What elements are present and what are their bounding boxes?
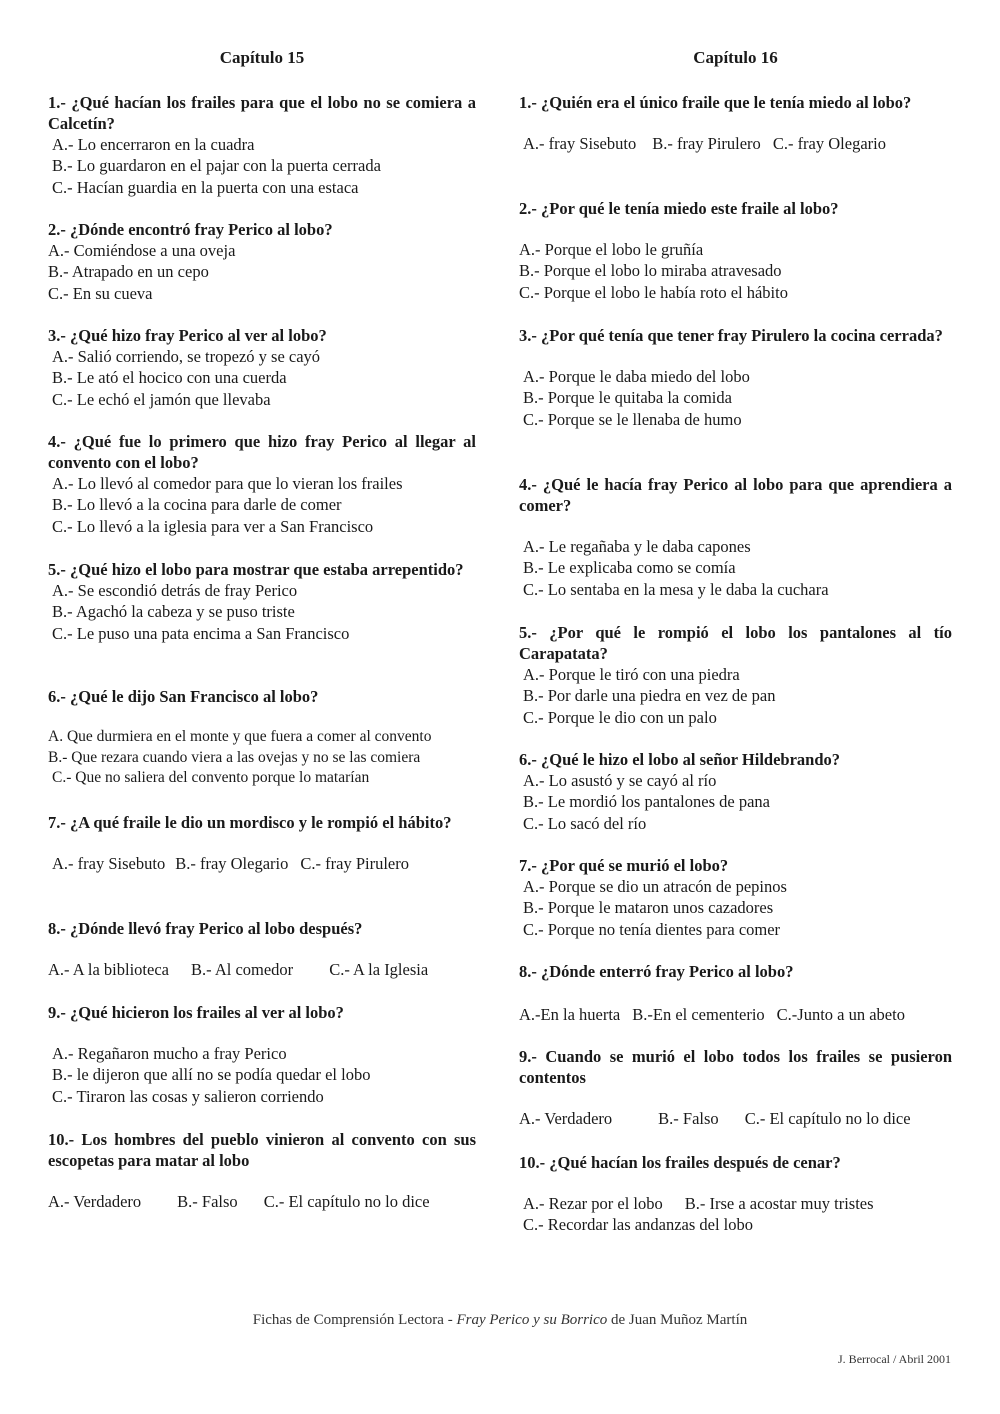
question-c15-9	[48, 1002, 476, 1107]
answer-option-a: A.- Porque le daba miedo del lobo	[523, 367, 750, 386]
answer-option-c: C.- El capítulo no lo dice	[744, 1109, 911, 1128]
answer-option-a: A.- Le regañaba y le daba capones	[523, 537, 751, 556]
question-c15-3	[48, 325, 476, 410]
answer-option-b: B.- fray Olegario	[175, 854, 289, 873]
question-text: 8.- ¿Dónde llevó fray Perico al lobo después?	[48, 919, 363, 938]
question-text: 4.- ¿Qué le hacía fray Perico al lobo para que aprendiera a comer?	[519, 475, 952, 515]
answer-option-a: A.- Porque se dio un atracón de pepinos	[523, 877, 787, 896]
answer-option-a: A.- fray Sisebuto	[52, 854, 166, 873]
answer-option-c: C.- A la Iglesia	[329, 960, 429, 979]
question-text: 8.- ¿Dónde enterró fray Perico al lobo?	[519, 962, 794, 981]
answer-option-b: B.- Al comedor	[190, 960, 294, 979]
question-c16-8	[519, 961, 952, 1025]
question-text: 2.- ¿Dónde encontró fray Perico al lobo?	[48, 220, 333, 239]
answer-option-a: A.- Lo encerraron en la cuadra	[52, 135, 255, 154]
answer-option-a: A.- Porque le tiró con una piedra	[523, 665, 740, 684]
answer-option-a: A.- Rezar por el lobo	[523, 1194, 663, 1213]
answer-option-a: A.- Salió corriendo, se tropezó y se cayó	[52, 347, 321, 366]
answer-option-c: C.- Porque le dio con un palo	[523, 707, 717, 727]
answer-option-c: C.- Hacían guardia en la puerta con una estaca	[52, 177, 359, 197]
question-c16-1	[519, 92, 952, 154]
answer-option-b: B.- Falso	[177, 1192, 238, 1211]
answer-option-a: A.-En la huerta	[519, 1005, 621, 1024]
question-c15-8	[48, 918, 476, 980]
answer-option-c: C.- fray Olegario	[772, 134, 886, 153]
answer-options-row	[48, 853, 476, 874]
answer-option-c: C.- Porque se le llenaba de humo	[523, 409, 742, 429]
answer-option-a: A.- Verdadero	[48, 1192, 142, 1211]
answer-options-row	[519, 133, 952, 154]
answer-option-b: B.- Le mordió los pantalones de pana	[523, 792, 770, 812]
answer-option-b: B.- le dijeron que allí no se podía quedar el lobo	[52, 1065, 371, 1085]
answer-options-row	[519, 1193, 952, 1214]
question-c15-7	[48, 812, 476, 874]
question-text: 6.- ¿Qué le hizo el lobo al señor Hildebrando?	[519, 750, 841, 769]
answer-option-b: B.- fray Pirulero	[652, 134, 761, 153]
answer-options-row-2	[519, 1214, 952, 1235]
question-text: 9.- ¿Qué hicieron los frailes al ver al lobo?	[48, 1003, 344, 1022]
question-c16-9	[519, 1046, 952, 1129]
question-text: 6.- ¿Qué le dijo San Francisco al lobo?	[48, 687, 319, 706]
answer-option-b: B.- Irse a acostar muy tristes	[684, 1194, 874, 1213]
question-text: 5.- ¿Por qué le rompió el lobo los pantalones al tío Carapatata?	[519, 623, 952, 663]
answer-option-c: C.- Porque el lobo le había roto el hábito	[519, 282, 788, 302]
book-title: Fray Perico y su Borrico	[456, 1312, 608, 1328]
chapter-title: Capítulo 16	[693, 48, 778, 67]
answer-option-c: C.- Porque no tenía dientes para comer	[523, 919, 781, 939]
chapter-title: Capítulo 15	[219, 48, 305, 67]
question-c15-4	[48, 431, 476, 537]
document-footer	[0, 1312, 1000, 1329]
answer-option-a: A.- fray Sisebuto	[523, 134, 637, 153]
answer-options-row	[519, 1004, 952, 1025]
question-c15-2	[48, 219, 476, 304]
answer-option-b: B.- Atrapado en un cepo	[48, 262, 209, 282]
answer-option-b: B.- Falso	[658, 1109, 719, 1128]
answer-options-row	[48, 959, 476, 980]
question-text: 1.- ¿Qué hacían los frailes para que el lobo no se comiera a Calcetín?	[48, 93, 476, 133]
question-c16-6	[519, 749, 952, 834]
question-c16-2	[519, 198, 952, 303]
answer-options-row	[519, 1108, 952, 1129]
answer-option-a: A.- Porque el lobo le gruñía	[519, 240, 704, 259]
answer-option-a: A.- Lo asustó y se cayó al río	[523, 771, 717, 790]
question-c15-6	[48, 686, 476, 789]
answer-option-c: C.-Junto a un abeto	[776, 1005, 905, 1024]
answer-option-b: B.- Lo llevó a la cocina para darle de comer	[52, 495, 342, 515]
answer-option-c: C.- Lo llevó a la iglesia para ver a San Francisco	[52, 516, 374, 536]
author-signature: J. Berrocal / Abril 2001	[838, 1352, 951, 1366]
answer-option-c: C.- En su cueva	[48, 283, 153, 303]
answer-option-c: C.- Lo sentaba en la mesa y le daba la cuchara	[523, 579, 829, 599]
question-text: 7.- ¿Por qué se murió el lobo?	[519, 856, 729, 875]
answer-option-b: B.- Agachó la cabeza y se puso triste	[52, 602, 295, 622]
answer-option-a: A.- Verdadero	[519, 1109, 613, 1128]
answer-option-c: C.- El capítulo no lo dice	[263, 1192, 430, 1211]
question-text: 3.- ¿Por qué tenía que tener fray Pirulero la cocina cerrada?	[519, 326, 943, 345]
answer-option-c: C.- Que no saliera del convento porque lo matarían	[52, 769, 370, 786]
question-text: 9.- Cuando se murió el lobo todos los frailes se pusieron contentos	[519, 1047, 952, 1087]
question-text: 10.- ¿Qué hacían los frailes después de cenar?	[519, 1153, 841, 1172]
answer-option-a: A.- Comiéndose a una oveja	[48, 241, 236, 260]
answer-option-b: B.- Porque le mataron unos cazadores	[523, 898, 774, 918]
answer-option-a: A.- Lo llevó al comedor para que lo vieran los frailes	[52, 474, 403, 493]
answer-option-b: B.- Porque el lobo lo miraba atravesado	[519, 261, 782, 281]
answer-option-b: B.- Porque le quitaba la comida	[523, 388, 732, 408]
answer-option-c: C.- fray Pirulero	[300, 854, 409, 873]
question-c16-7	[519, 855, 952, 940]
footer-suffix: de Juan Muñoz Martín	[607, 1312, 748, 1328]
question-text: 10.- Los hombres del pueblo vinieron al convento con sus escopetas para matar al lobo	[48, 1130, 476, 1170]
answer-options-row	[48, 1191, 476, 1212]
answer-option-a: A. Que durmiera en el monte y que fuera a comer al convento	[48, 728, 432, 745]
answer-option-b: B.- Por darle una piedra en vez de pan	[523, 686, 776, 706]
answer-option-c: C.- Le puso una pata encima a San Francisco	[52, 623, 350, 643]
answer-option-b: B.- Lo guardaron en el pajar con la puerta cerrada	[52, 156, 381, 176]
answer-option-c: C.- Tiraron las cosas y salieron corriendo	[52, 1086, 324, 1106]
question-text: 5.- ¿Qué hizo el lobo para mostrar que estaba arrepentido?	[48, 560, 464, 579]
question-text: 4.- ¿Qué fue lo primero que hizo fray Perico al llegar al convento con el lobo?	[48, 432, 476, 472]
question-c15-10	[48, 1129, 476, 1212]
question-c16-10	[519, 1152, 952, 1235]
question-text: 7.- ¿A qué fraile le dio un mordisco y le rompió el hábito?	[48, 813, 452, 832]
answer-option-c: C.- Recordar las andanzas del lobo	[523, 1215, 754, 1234]
answer-option-a: A.- Regañaron mucho a fray Perico	[52, 1044, 287, 1063]
question-text: 3.- ¿Qué hizo fray Perico al ver al lobo?	[48, 326, 327, 345]
answer-option-a: A.- Se escondió detrás de fray Perico	[52, 581, 298, 600]
question-c16-3	[519, 325, 952, 430]
answer-option-b: B.- Que rezara cuando viera a las ovejas y no se las comiera	[48, 748, 421, 766]
question-c16-4	[519, 474, 952, 600]
footer-prefix: Fichas de Comprensión Lectora -	[252, 1312, 457, 1328]
question-text: 1.- ¿Quién era el único fraile que le tenía miedo al lobo?	[519, 93, 912, 112]
answer-option-b: B.- Le explicaba como se comía	[523, 558, 736, 578]
question-c15-5	[48, 559, 476, 644]
answer-option-b: B.-En el cementerio	[632, 1005, 765, 1024]
question-c16-5	[519, 622, 952, 728]
question-c15-1	[48, 92, 476, 198]
answer-option-c: C.- Le echó el jamón que llevaba	[52, 389, 271, 409]
question-text: 2.- ¿Por qué le tenía miedo este fraile al lobo?	[519, 199, 839, 218]
answer-option-c: C.- Lo sacó del río	[523, 813, 647, 833]
answer-option-b: B.- Le ató el hocico con una cuerda	[52, 368, 287, 388]
answer-option-a: A.- A la biblioteca	[48, 960, 169, 979]
